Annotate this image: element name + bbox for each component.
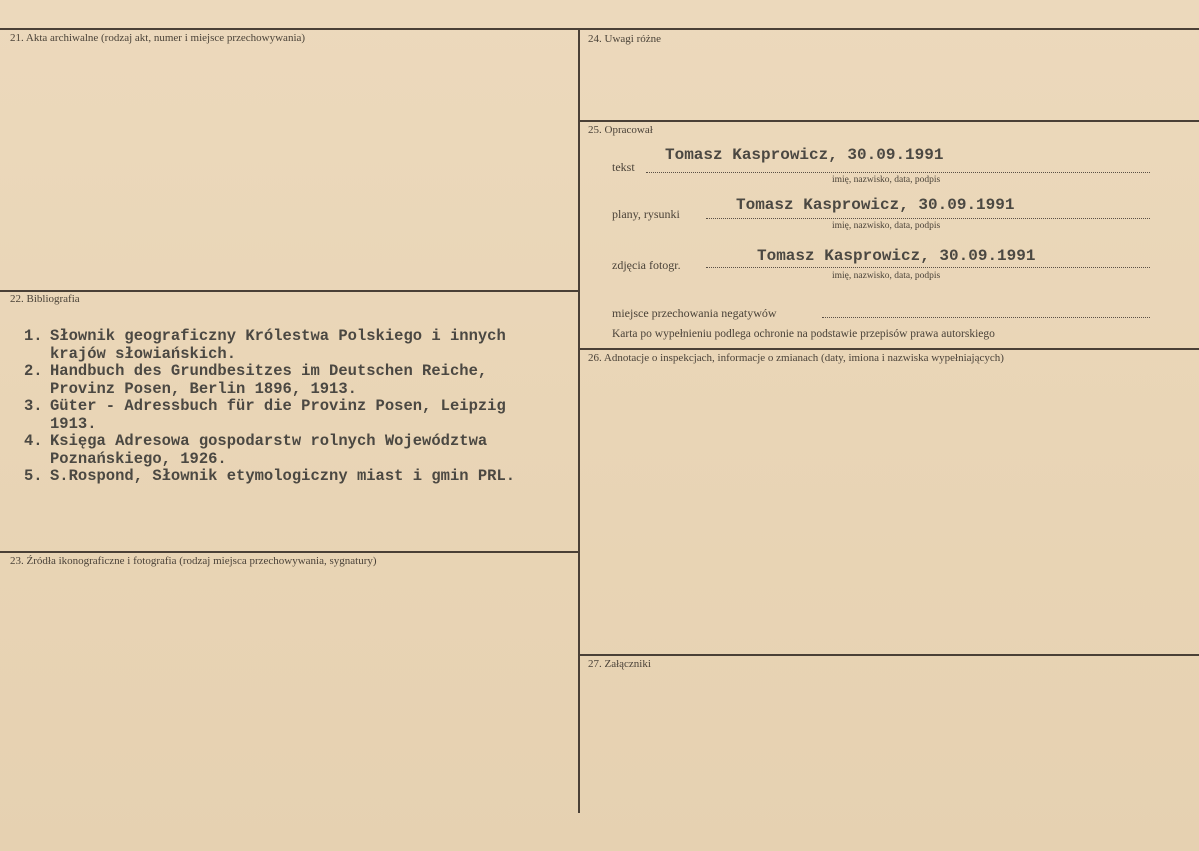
- zdjecia-label: zdjęcia fotogr.: [612, 258, 681, 272]
- divider-24-25: [580, 120, 1199, 122]
- tekst-value: Tomasz Kasprowicz, 30.09.1991: [665, 146, 944, 164]
- copyright-note: Karta po wypełnieniu podlega ochronie na podstawie przepisów prawa autorskiego: [612, 328, 995, 340]
- tekst-caption: imię, nazwisko, data, podpis: [832, 175, 941, 185]
- list-item: 5. S.Rospond, Słownik etymologiczny miast i gmin PRL.: [24, 467, 516, 485]
- section-21-heading: 21. Akta archiwalne (rodzaj akt, numer i miejsce przechowywania): [10, 32, 306, 44]
- negatywy-label: miejsce przechowania negatywów: [612, 306, 777, 320]
- bibliography-list: [24, 328, 515, 486]
- section-24-heading: 24. Uwagi różne: [588, 33, 662, 45]
- plany-caption: imię, nazwisko, data, podpis: [832, 221, 941, 231]
- divider-21-22: [0, 290, 580, 292]
- list-item: 1. Słownik geograficzny Królestwa Polskiego i innych krajów słowiańskich.: [24, 327, 506, 363]
- section-26-heading: 26. Adnotacje o inspekcjach, informacje o zmianach (daty, imiona i nazwiska wypełniających): [588, 352, 1004, 364]
- divider-26-27: [580, 654, 1199, 656]
- plany-line: [706, 218, 1150, 219]
- zdjecia-value: Tomasz Kasprowicz, 30.09.1991: [757, 247, 1036, 265]
- section-23-heading: 23. Źródła ikonograficzne i fotografia (rodzaj miejsca przechowywania, sygnatury): [10, 555, 377, 567]
- list-item: 4. Księga Adresowa gospodarstw rolnych Województwa Poznańskiego, 1926.: [24, 432, 488, 468]
- tekst-label: tekst: [612, 160, 635, 174]
- plany-value: Tomasz Kasprowicz, 30.09.1991: [736, 196, 1015, 214]
- zdjecia-line: [706, 267, 1150, 268]
- section-27-heading: 27. Załączniki: [588, 658, 651, 670]
- negatywy-line: [822, 317, 1150, 318]
- section-25-heading: 25. Opracował: [588, 124, 653, 136]
- plany-label: plany, rysunki: [612, 207, 680, 221]
- zdjecia-caption: imię, nazwisko, data, podpis: [832, 271, 941, 281]
- divider-25-26: [580, 348, 1199, 350]
- list-item: 2. Handbuch des Grundbesitzes im Deutschen Reiche, Provinz Posen, Berlin 1896, 1913.: [24, 362, 488, 398]
- section-22-heading: 22. Bibliografia: [10, 293, 80, 305]
- tekst-line: [646, 172, 1150, 173]
- center-divider: [578, 28, 580, 813]
- divider-22-23: [0, 551, 580, 553]
- list-item: 3. Güter - Adressbuch für die Provinz Posen, Leipzig 1913.: [24, 397, 506, 433]
- top-border: [0, 28, 1199, 30]
